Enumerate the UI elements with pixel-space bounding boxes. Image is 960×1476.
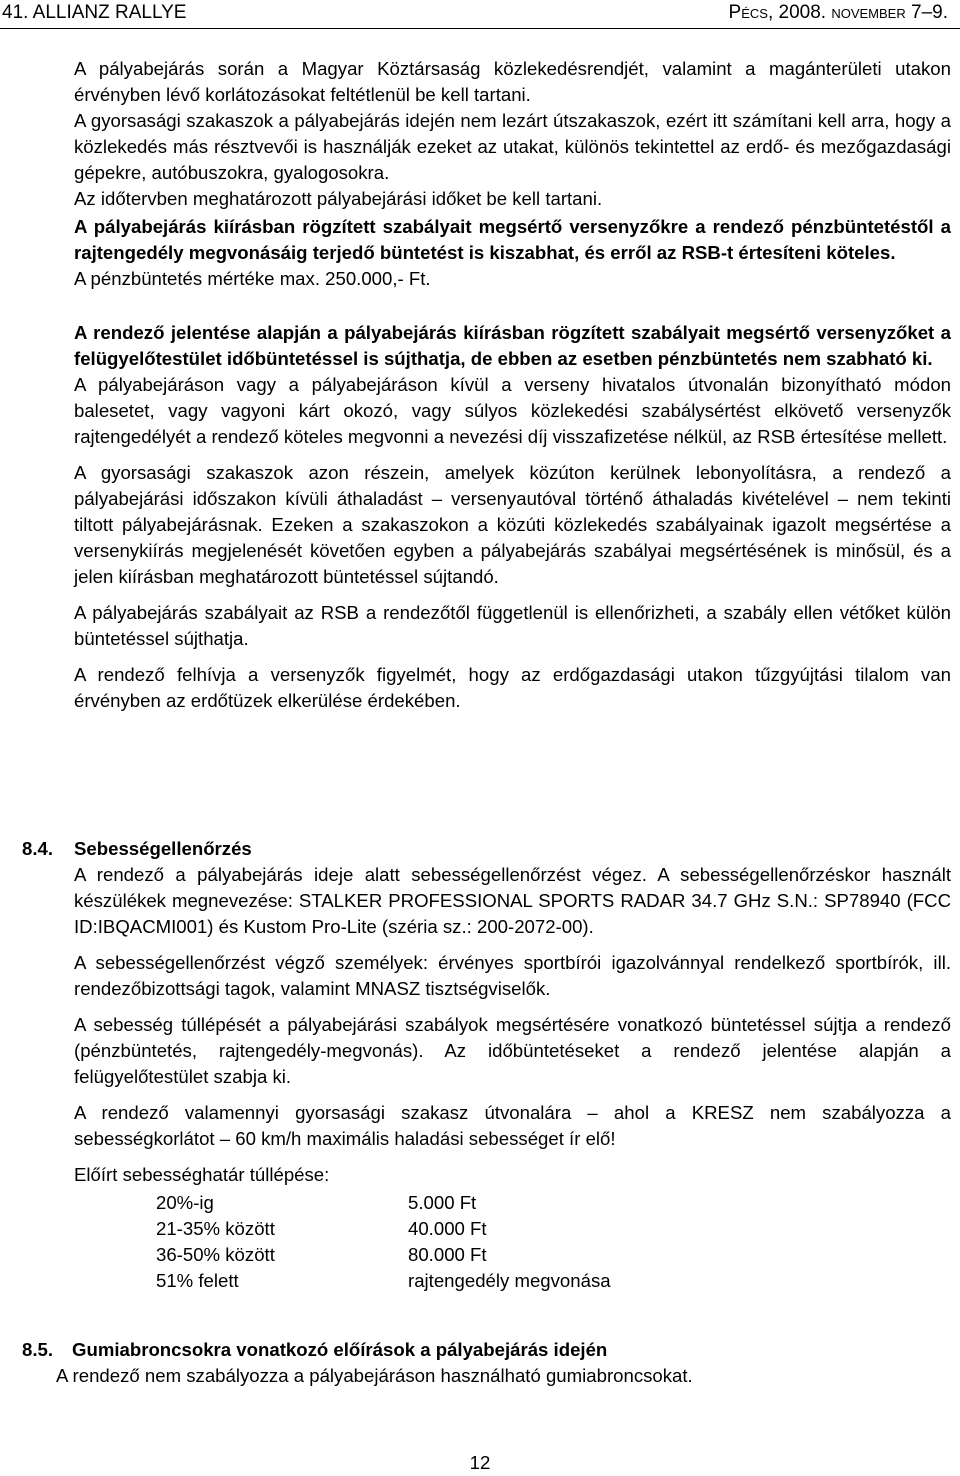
limit-heading: Előírt sebességhatár túllépése: <box>74 1164 330 1185</box>
penalty-range: 20%-ig <box>156 1192 214 1213</box>
paragraph-time-penalty: A rendező jelentése alapján a pályabejárás kiírásban rögzített szabályait megsértő versenyzőket a felügyelőtestület időbüntetéssel is sújthatja, de ebben az esetben pénzbüntetés nem szabható ki. <box>74 322 951 369</box>
section-title: Gumiabroncsokra vonatkozó előírások a pályabejárás idején <box>72 1339 608 1360</box>
paragraph-tyres: A rendező nem szabályozza a pályabejáráson használható gumiabroncsokat. <box>56 1365 693 1386</box>
paragraph-fire-ban: A rendező felhívja a versenyzők figyelmét, hogy az erdőgazdasági utakon tűzgyújtási tilalom van érvényben az erdőtüzek elkerülése érdekében. <box>74 664 951 711</box>
paragraph-speed-limit: A rendező valamennyi gyorsasági szakasz útvonalára – ahol a KRESZ nem szabályozza a sebességkorlátot – 60 km/h maximális haladási sebességet ír elő! <box>74 1102 951 1149</box>
header-event-title: 41. ALLIANZ RALLYE <box>2 2 187 23</box>
section-heading-8-5 <box>22 1337 942 1363</box>
paragraph-traffic-rules: A pályabejárás során a Magyar Köztársaság közlekedésrendjét, valamint a magánterületi utakon érvényben lévő korlátozásokat feltétlenül be kell tartani. <box>74 58 951 105</box>
table-row <box>156 1268 611 1294</box>
penalty-range: 36-50% között <box>156 1244 275 1265</box>
penalty-amount: 5.000 Ft <box>408 1192 477 1213</box>
paragraph-penalty-rules: A pályabejárás kiírásban rögzített szabályait megsértő versenyzőkre a rendező pénzbüntetéstől a rajtengedély megvonásáig terjedő büntetést is kiszabhat, és erről az RSB-t értesíteni köteles. <box>74 216 951 263</box>
header-location-date: Pécs, 2008. november 7–9. <box>728 2 948 23</box>
paragraph-fine-max: A pénzbüntetés mértéke max. 250.000,- Ft. <box>74 268 431 289</box>
table-row <box>156 1190 611 1216</box>
page-number: 12 <box>469 1452 491 1473</box>
paragraph-officials: A sebességellenőrzést végző személyek: érvényes sportbírói igazolvánnyal rendelkező sportbírók, ill. rendezőbizottsági tagok, valamint MNASZ tisztségviselők. <box>74 952 951 999</box>
penalty-amount: 40.000 Ft <box>408 1218 487 1239</box>
section-number: 8.4. <box>22 838 54 859</box>
penalty-amount: rajtengedély megvonása <box>408 1270 611 1291</box>
section-title: Sebességellenőrzés <box>74 838 252 859</box>
paragraph-stage-passage: A gyorsasági szakaszok azon részein, amelyek közúton kerülnek lebonyolításra, a rendező a pályabejárási időszakon kívüli áthaladást – versenyautóval történő áthaladás kivételével – nem tekinti tiltott pályabejárásnak. Ezeken a szakaszokon a közúti közlekedés szabályainak igazolt megsértése a versenykiírás megjelenését követően egyben a pályabejárás szabályai megsértésének is minősül, és a jelen kiírásban meghatározott büntetéssel sújtandó. <box>74 462 951 587</box>
penalty-amount: 80.000 Ft <box>408 1244 487 1265</box>
paragraph-open-roads: A gyorsasági szakaszok a pályabejárás idején nem lezárt útszakaszok, ezért itt számítani kell arra, hogy a közlekedés más résztvevői is használják ezeket az utakat, különös tekintettel az erdő- és mezőgazdasági gépekre, autóbuszokra, gyalogosokra. <box>74 110 951 183</box>
paragraph-speed-penalty: A sebesség túllépését a pályabejárási szabályok megsértésére vonatkozó büntetéssel sújtja a rendező (pénzbüntetés, rajtengedély-megvonás). Az időbüntetéseket a rendező jelentése alapján a felügyelőtestület szabja ki. <box>74 1014 951 1087</box>
main-content <box>74 56 951 714</box>
section-body-8-4 <box>74 862 951 1294</box>
paragraph-speed-check: A rendező a pályabejárás ideje alatt sebességellenőrzést végez. A sebességellenőrzéskor használt készülékek megnevezése: STALKER PROFESSIONAL SPORTS RADAR 34.7 GHz S.N.: SP78940 (FCC ID:IBQACMI001) és Kustom Pro-Lite (széria sz.: 200-2072-00). <box>74 864 951 937</box>
section-number: 8.5. <box>22 1339 54 1360</box>
penalty-range: 51% felett <box>156 1270 239 1291</box>
penalty-table <box>156 1190 611 1294</box>
page-header <box>0 0 960 29</box>
table-row <box>156 1216 611 1242</box>
section-heading-8-4 <box>22 836 942 862</box>
section-body-8-5 <box>56 1363 936 1389</box>
table-row <box>156 1242 611 1268</box>
paragraph-schedule: Az időtervben meghatározott pályabejárási időket be kell tartani. <box>74 188 603 209</box>
paragraph-accident: A pályabejáráson vagy a pályabejáráson kívül a verseny hivatalos útvonalán bizonyítható módon balesetet, vagy vagyoni kárt okozó, vagy súlyos közlekedési szabálysértést elkövető versenyzők rajtengedélyét a rendező köteles megvonni a nevezési díj visszafizetése nélkül, az RSB értesítése mellett. <box>74 374 951 447</box>
penalty-range: 21-35% között <box>156 1218 275 1239</box>
paragraph-rsb-check: A pályabejárás szabályait az RSB a rendezőtől függetlenül is ellenőrizheti, a szabály ellen vétőket külön büntetéssel sújthatja. <box>74 602 951 649</box>
